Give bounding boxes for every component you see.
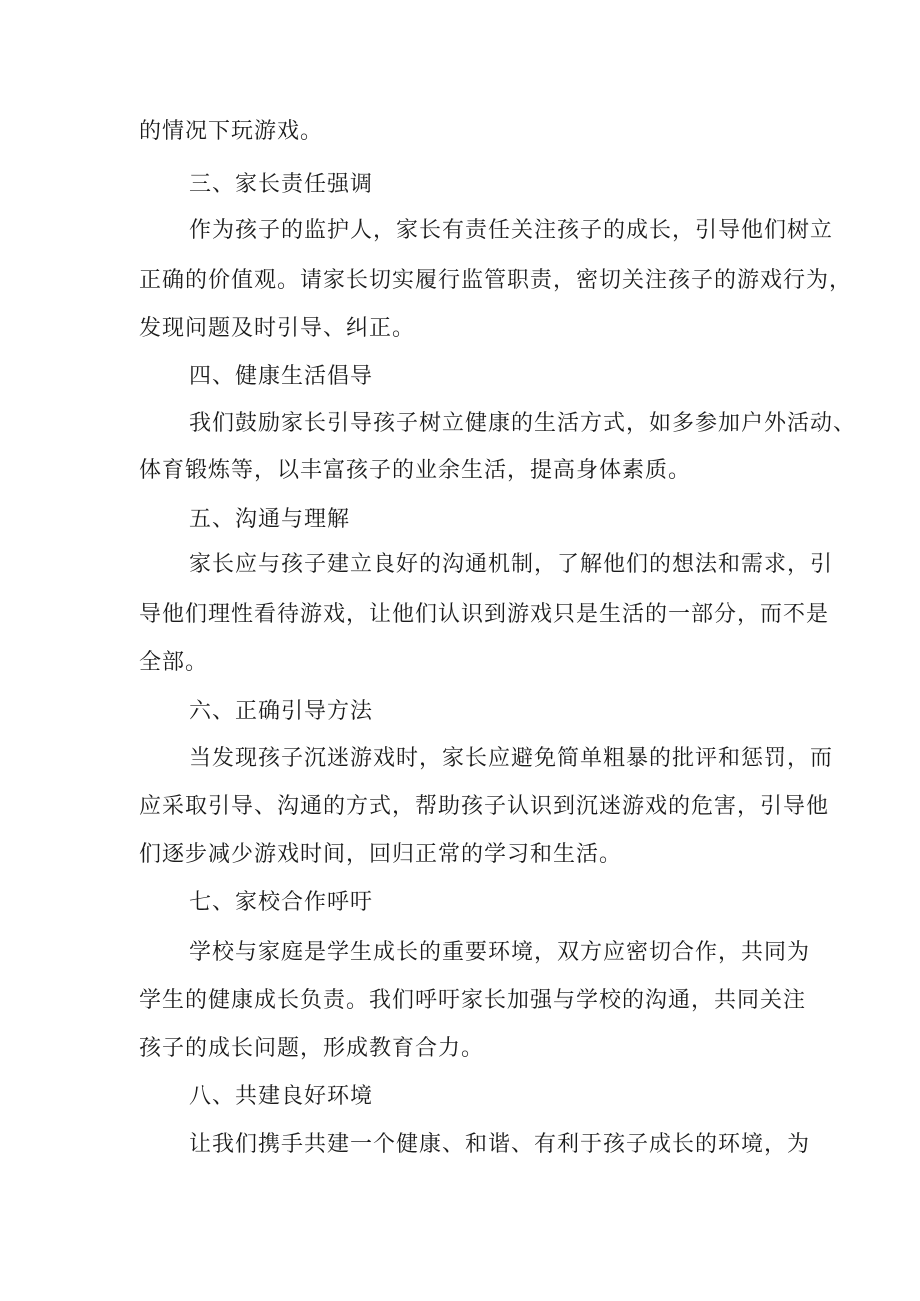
section-heading: 八、共建良好环境 — [189, 1084, 374, 1109]
paragraph-line: 学校与家庭是学生成长的重要环境，双方应密切合作，共同为 — [189, 940, 811, 965]
paragraph-line: 体育锻炼等，以丰富孩子的业余生活，提高身体素质。 — [139, 458, 692, 483]
section-heading: 五、沟通与理解 — [189, 507, 351, 532]
paragraph-line: 当发现孩子沉迷游戏时，家长应避免简单粗暴的批评和惩罚，而 — [189, 746, 834, 771]
section-heading: 七、家校合作呼吁 — [189, 890, 374, 915]
paragraph-line: 让我们携手共建一个健康、和谐、有利于孩子成长的环境，为 — [189, 1132, 811, 1157]
paragraph-line: 的情况下玩游戏。 — [139, 119, 324, 144]
paragraph-line: 家长应与孩子建立良好的沟通机制，了解他们的想法和需求，引 — [189, 552, 834, 577]
paragraph-line: 全部。 — [139, 650, 209, 675]
paragraph-line: 发现问题及时引导、纠正。 — [139, 316, 416, 341]
section-heading: 六、正确引导方法 — [189, 699, 374, 724]
paragraph-line: 学生的健康成长负责。我们呼吁家长加强与学校的沟通，共同关注 — [139, 988, 807, 1013]
paragraph-line: 们逐步减少游戏时间，回归正常的学习和生活。 — [139, 842, 623, 867]
section-heading: 四、健康生活倡导 — [189, 364, 374, 389]
paragraph-line: 导他们理性看待游戏，让他们认识到游戏只是生活的一部分，而不是 — [139, 602, 830, 627]
paragraph-line: 孩子的成长问题，形成教育合力。 — [139, 1036, 485, 1061]
paragraph-line: 正确的价值观。请家长切实履行监管职责，密切关注孩子的游戏行为， — [139, 268, 853, 293]
paragraph-line: 我们鼓励家长引导孩子树立健康的生活方式，如多参加户外活动、 — [189, 411, 857, 436]
section-heading: 三、家长责任强调 — [189, 172, 374, 197]
paragraph-line: 应采取引导、沟通的方式，帮助孩子认识到沉迷游戏的危害，引导他 — [139, 794, 830, 819]
paragraph-line: 作为孩子的监护人，家长有责任关注孩子的成长，引导他们树立 — [189, 218, 834, 243]
